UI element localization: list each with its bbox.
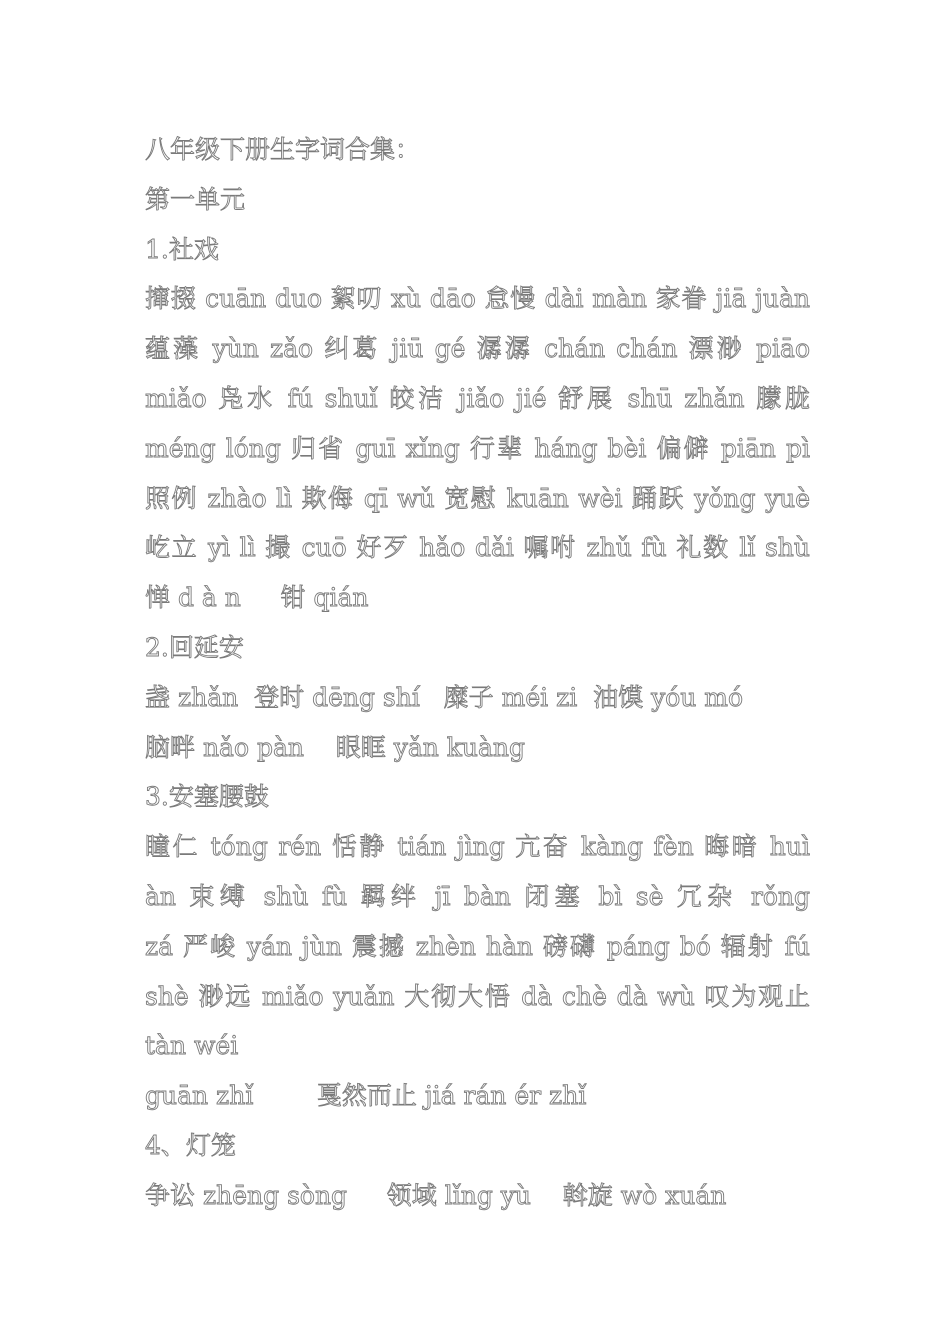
- vocab-line: 屹立 yì lì 撮 cuō 好歹 hǎo dǎi 嘱咐 zhǔ fù 礼数 lǐ shù: [145, 533, 810, 563]
- vocab-line: 蕴藻 yùn zǎo 纠葛 jiū gé 潺潺 chán chán 漂渺 piāo: [145, 334, 810, 364]
- lesson-heading-3: 3.安塞腰鼓: [145, 782, 269, 812]
- vocab-line: guān zhǐ 戛然而止 jiá rán ér zhǐ: [145, 1081, 587, 1111]
- vocab-line: méng lóng 归省 guī xǐng 行辈 háng bèi 偏僻 piān pì: [145, 433, 810, 463]
- vocab-line: 脑畔 nǎo pàn 眼眶 yǎn kuàng: [145, 732, 526, 762]
- vocab-line: 瞳仁 tóng rén 恬静 tián jìng 亢奋 kàng fèn 晦暗 huì: [145, 832, 810, 862]
- vocab-line: shè 渺远 miǎo yuǎn 大彻大悟 dà chè dà wù 叹为观止: [145, 981, 810, 1011]
- vocab-line: miǎo 凫水 fú shuǐ 皎洁 jiǎo jié 舒展 shū zhǎn 朦胧: [145, 383, 810, 413]
- vocab-line: 照例 zhào lì 欺侮 qī wǔ 宽慰 kuān wèi 踊跃 yǒng yuè: [145, 483, 810, 513]
- lesson-heading-1: 1.社戏: [145, 234, 219, 264]
- vocab-line: 盏 zhǎn 登时 dēng shí 糜子 méi zi 油馍 yóu mó: [145, 682, 744, 712]
- vocab-line: 撺掇 cuān duo 絮叨 xù dāo 怠慢 dài màn 家眷 jiā juàn: [145, 284, 810, 314]
- document-body: [145, 125, 810, 1221]
- unit-heading: 第一单元: [145, 184, 246, 214]
- vocab-line: tàn wéi: [145, 1031, 239, 1061]
- vocab-line: 争讼 zhēng sòng 领域 lǐng yù 斡旋 wò xuán: [145, 1180, 727, 1210]
- vocab-line: zá 严峻 yán jùn 震撼 zhèn hàn 磅礴 páng bó 辐射 fú: [145, 931, 810, 961]
- document-title: 八年级下册生字词合集：: [145, 135, 421, 164]
- lesson-heading-4: 4、灯笼: [145, 1130, 236, 1160]
- vocab-line: àn 束缚 shù fù 羁绊 jī bàn 闭塞 bì sè 冗杂 rǒng: [145, 881, 810, 911]
- lesson-heading-2: 2.回延安: [145, 632, 244, 662]
- vocab-line: 惮 d à n 钳 qián: [145, 583, 369, 613]
